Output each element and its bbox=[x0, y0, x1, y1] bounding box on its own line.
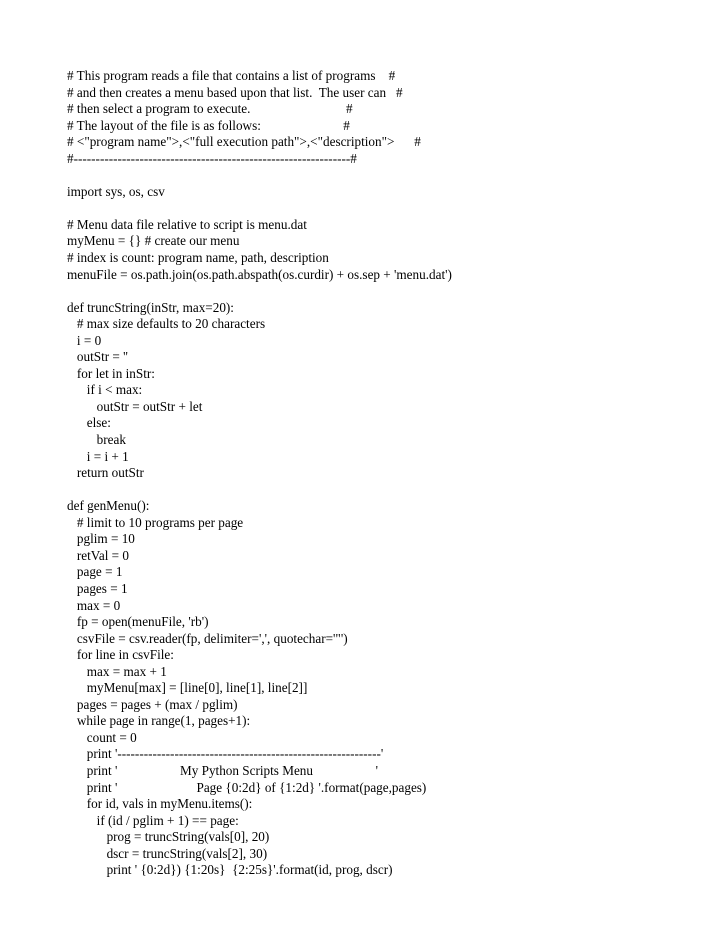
code-line bbox=[67, 200, 452, 217]
code-line: i = 0 bbox=[67, 332, 102, 348]
code-line bbox=[67, 167, 452, 184]
code-line: print ' {0:2d}) {1:20s} {2:25s}'.format(id, prog, dscr) bbox=[67, 862, 393, 878]
code-line: outStr = outStr + let bbox=[67, 398, 203, 414]
code-line: else: bbox=[67, 415, 111, 431]
code-line: # <"program name">,<"full execution path">,<"description"> # bbox=[67, 134, 421, 150]
code-line: pages = pages + (max / pglim) bbox=[67, 696, 238, 712]
code-line: page = 1 bbox=[67, 564, 123, 580]
code-line: pglim = 10 bbox=[67, 531, 135, 547]
code-line bbox=[67, 482, 452, 499]
code-line: print ' Page {0:2d} of {1:2d} '.format(page,pages) bbox=[67, 779, 427, 795]
code-line: myMenu = {} # create our menu bbox=[67, 233, 240, 249]
code-line: while page in range(1, pages+1): bbox=[67, 713, 251, 729]
code-line: # then select a program to execute. # bbox=[67, 101, 353, 117]
code-line: if i < max: bbox=[67, 382, 143, 398]
code-line: # This program reads a file that contains a list of programs # bbox=[67, 68, 396, 83]
code-line: def truncString(inStr, max=20): bbox=[67, 299, 234, 315]
code-line: # limit to 10 programs per page bbox=[67, 514, 244, 530]
code-line: for line in csvFile: bbox=[67, 647, 174, 663]
code-line: print ' My Python Scripts Menu ' bbox=[67, 762, 379, 778]
code-line: pages = 1 bbox=[67, 580, 128, 596]
code-line: max = 0 bbox=[67, 597, 121, 613]
code-line: # Menu data file relative to script is menu.dat bbox=[67, 216, 307, 232]
code-line bbox=[67, 283, 452, 300]
code-line: print '------------------------------------------------------------' bbox=[67, 746, 384, 762]
code-line: max = max + 1 bbox=[67, 663, 167, 679]
code-line: for id, vals in myMenu.items(): bbox=[67, 796, 253, 812]
code-line: prog = truncString(vals[0], 20) bbox=[67, 829, 270, 845]
code-listing bbox=[67, 68, 452, 879]
code-line: myMenu[max] = [line[0], line[1], line[2]] bbox=[67, 680, 308, 696]
code-line: retVal = 0 bbox=[67, 547, 130, 563]
code-line: return outStr bbox=[67, 465, 144, 481]
code-line: i = i + 1 bbox=[67, 448, 129, 464]
code-line: csvFile = csv.reader(fp, delimiter=',', quotechar='"') bbox=[67, 630, 348, 646]
code-line: # index is count: program name, path, description bbox=[67, 250, 329, 266]
code-line: def genMenu(): bbox=[67, 498, 150, 514]
code-line: break bbox=[67, 432, 126, 448]
code-line: menuFile = os.path.join(os.path.abspath(os.curdir) + os.sep + 'menu.dat') bbox=[67, 266, 452, 282]
code-line: if (id / pglim + 1) == page: bbox=[67, 812, 239, 828]
code-line: fp = open(menuFile, 'rb') bbox=[67, 614, 209, 630]
code-line: dscr = truncString(vals[2], 30) bbox=[67, 845, 268, 861]
code-line: for let in inStr: bbox=[67, 365, 155, 381]
code-line: import sys, os, csv bbox=[67, 183, 165, 199]
code-line: # and then creates a menu based upon that list. The user can # bbox=[67, 84, 403, 100]
code-line: outStr = '' bbox=[67, 349, 128, 365]
code-line: #---------------------------------------------------------------# bbox=[67, 150, 357, 166]
code-line: count = 0 bbox=[67, 729, 137, 745]
code-line: # max size defaults to 20 characters bbox=[67, 316, 266, 332]
code-line: # The layout of the file is as follows: # bbox=[67, 117, 350, 133]
